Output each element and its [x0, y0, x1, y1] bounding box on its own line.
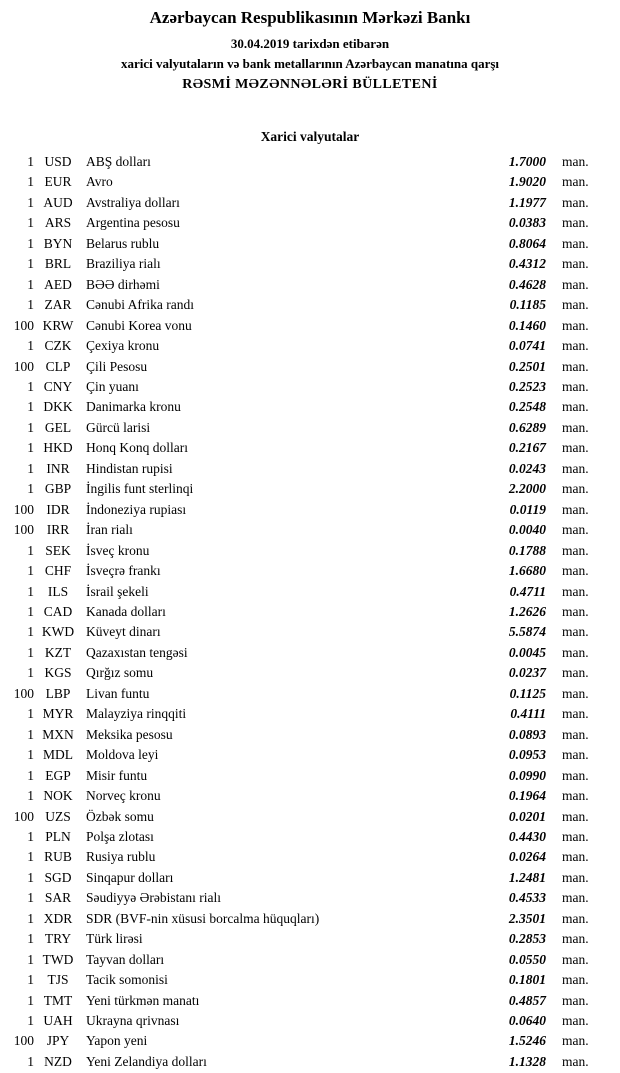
rate-row: [0, 336, 620, 356]
code-cell: GBP: [44, 481, 72, 497]
qty-cell: 1: [27, 194, 34, 210]
name-cell: Livan funtu: [86, 685, 150, 701]
qty-cell: 1: [27, 215, 34, 231]
qty-cell: 1: [27, 338, 34, 354]
qty-cell: 1: [27, 951, 34, 967]
qty-cell: 1: [27, 992, 34, 1008]
code-cell: TMT: [43, 992, 73, 1008]
code-cell: KWD: [41, 624, 75, 640]
name-cell: SDR (BVF-nin xüsusi borcalma hüquqları): [86, 910, 320, 926]
rate-row: [0, 847, 620, 867]
rate-cell: 0.2501: [508, 358, 546, 374]
rate-cell: 0.0550: [508, 951, 546, 967]
qty-cell: 1: [27, 440, 34, 456]
unit-cell: man.: [562, 624, 589, 640]
name-cell: Çexiya kronu: [86, 338, 160, 354]
rate-row: [0, 520, 620, 540]
unit-cell: man.: [562, 215, 589, 231]
code-cell: EUR: [44, 174, 72, 190]
rate-row: [0, 684, 620, 704]
name-cell: Küveyt dinarı: [86, 624, 161, 640]
section-title: Xarici valyutalar: [260, 129, 360, 144]
code-cell: TRY: [44, 931, 72, 947]
rate-row: [0, 479, 620, 499]
qty-cell: 1: [27, 665, 34, 681]
rate-row: [0, 991, 620, 1011]
rate-row: [0, 582, 620, 602]
rate-cell: 0.1460: [508, 317, 546, 333]
unit-cell: man.: [562, 931, 589, 947]
rate-cell: 0.1801: [508, 972, 546, 988]
rate-row: [0, 1031, 620, 1051]
name-cell: Misir funtu: [86, 767, 148, 783]
rate-row: [0, 459, 620, 479]
rate-row: [0, 827, 620, 847]
rate-row: [0, 295, 620, 315]
rate-row: [0, 725, 620, 745]
rate-cell: 1.2481: [508, 869, 546, 885]
qty-cell: 1: [27, 174, 34, 190]
rate-row: [0, 950, 620, 970]
rate-cell: 0.4430: [508, 828, 546, 844]
code-cell: ZAR: [44, 297, 72, 313]
rate-cell: 0.1964: [508, 788, 546, 804]
rate-cell: 0.2548: [508, 399, 546, 415]
qty-cell: 1: [27, 1013, 34, 1029]
code-cell: CNY: [43, 378, 73, 394]
rate-row: [0, 316, 620, 336]
rate-row: [0, 704, 620, 724]
name-cell: Belarus rublu: [86, 235, 160, 251]
unit-cell: man.: [562, 1013, 589, 1029]
rate-cell: 1.7000: [508, 154, 546, 169]
rate-row: [0, 254, 620, 274]
rate-cell: 0.0990: [508, 767, 546, 783]
name-cell: BƏƏ dirhəmi: [86, 276, 160, 292]
rate-cell: 0.4711: [509, 583, 546, 599]
code-cell: SGD: [44, 869, 72, 885]
rate-cell: 0.0201: [508, 808, 546, 824]
name-cell: Argentina pesosu: [86, 215, 180, 231]
rate-cell: 0.0119: [509, 501, 546, 517]
code-cell: CAD: [43, 603, 73, 619]
code-cell: BYN: [43, 235, 73, 251]
rate-cell: 0.0243: [508, 460, 546, 476]
code-cell: AUD: [43, 194, 73, 210]
qty-cell: 100: [13, 501, 34, 517]
qty-cell: 1: [27, 1053, 34, 1069]
code-cell: NOK: [43, 788, 73, 804]
unit-cell: man.: [562, 1053, 589, 1069]
rate-cell: 0.0893: [508, 726, 546, 742]
rate-cell: 0.0040: [508, 522, 546, 538]
code-cell: MDL: [43, 747, 73, 763]
name-cell: Kanada dolları: [86, 603, 166, 619]
qty-cell: 1: [27, 583, 34, 599]
unit-cell: man.: [562, 542, 589, 558]
rate-cell: 1.2626: [508, 603, 546, 619]
unit-cell: man.: [562, 419, 589, 435]
name-cell: İran rialı: [86, 522, 133, 538]
qty-cell: 1: [27, 706, 34, 722]
code-cell: RUB: [44, 849, 72, 865]
rate-row: [0, 909, 620, 929]
code-cell: LBP: [45, 685, 71, 701]
rate-row: [0, 970, 620, 990]
qty-cell: 1: [27, 399, 34, 415]
qty-cell: 1: [27, 910, 34, 926]
rate-row: [0, 888, 620, 908]
code-cell: JPY: [46, 1033, 70, 1049]
rate-row: [0, 868, 620, 888]
code-cell: PLN: [45, 828, 71, 844]
unit-cell: man.: [562, 501, 589, 517]
code-cell: TJS: [47, 972, 69, 988]
rate-cell: 0.4312: [508, 256, 546, 272]
rate-row: [0, 213, 620, 233]
code-cell: IDR: [46, 501, 70, 517]
rate-row: [0, 622, 620, 642]
rate-row: [0, 234, 620, 254]
rate-row: [0, 786, 620, 806]
rate-cell: 0.4111: [510, 706, 546, 722]
name-cell: Moldova leyi: [86, 747, 159, 763]
qty-cell: 1: [27, 869, 34, 885]
code-cell: ILS: [47, 583, 69, 599]
name-cell: Polşa zlotası: [86, 828, 154, 844]
rate-row: [0, 438, 620, 458]
name-cell: Cənubi Afrika randı: [86, 297, 194, 313]
code-cell: KZT: [44, 644, 72, 660]
code-cell: NZD: [44, 1053, 72, 1069]
rate-cell: 0.8064: [508, 235, 546, 251]
unit-cell: man.: [562, 972, 589, 988]
code-cell: DKK: [43, 399, 73, 415]
name-cell: Norveç kronu: [86, 788, 161, 804]
code-cell: KRW: [42, 317, 74, 333]
rate-cell: 0.1185: [509, 297, 546, 313]
unit-cell: man.: [562, 665, 589, 681]
unit-cell: man.: [562, 460, 589, 476]
name-cell: Avro: [86, 174, 113, 190]
code-cell: UAH: [43, 1013, 73, 1029]
qty-cell: 100: [13, 358, 34, 374]
name-cell: Tacik somonisi: [86, 972, 168, 988]
rate-cell: 2.2000: [508, 481, 546, 497]
rate-row: [0, 929, 620, 949]
qty-cell: 1: [27, 624, 34, 640]
qty-cell: 1: [27, 297, 34, 313]
rate-cell: 1.9020: [508, 174, 546, 190]
qty-cell: 1: [27, 931, 34, 947]
code-cell: UZS: [45, 808, 71, 824]
unit-cell: man.: [562, 644, 589, 660]
unit-cell: man.: [562, 194, 589, 210]
unit-cell: man.: [562, 256, 589, 272]
rate-cell: 0.0045: [508, 644, 546, 660]
rate-row: [0, 643, 620, 663]
qty-cell: 1: [27, 644, 34, 660]
rate-row: [0, 193, 620, 213]
code-cell: KGS: [44, 665, 72, 681]
unit-cell: man.: [562, 338, 589, 354]
code-cell: SAR: [44, 890, 72, 906]
qty-cell: 1: [27, 828, 34, 844]
rate-row: [0, 807, 620, 827]
code-cell: GEL: [44, 419, 72, 435]
qty-cell: 100: [13, 808, 34, 824]
qty-cell: 1: [27, 378, 34, 394]
rate-row: [0, 172, 620, 192]
unit-cell: man.: [562, 849, 589, 865]
name-cell: Honq Konq dolları: [86, 440, 188, 456]
name-cell: Yeni Zelandiya dolları: [86, 1053, 207, 1069]
qty-cell: 1: [27, 767, 34, 783]
rate-cell: 0.2853: [508, 931, 546, 947]
qty-cell: 1: [27, 788, 34, 804]
unit-cell: man.: [562, 276, 589, 292]
rate-row: [0, 357, 620, 377]
unit-cell: man.: [562, 440, 589, 456]
rates-table: [0, 152, 620, 1072]
unit-cell: man.: [562, 235, 589, 251]
qty-cell: 100: [13, 1033, 34, 1049]
qty-cell: 1: [27, 154, 34, 169]
qty-cell: 1: [27, 747, 34, 763]
code-cell: XDR: [43, 910, 73, 926]
qty-cell: 1: [27, 890, 34, 906]
unit-cell: man.: [562, 358, 589, 374]
qty-cell: 1: [27, 542, 34, 558]
name-cell: Ukrayna qrivnası: [86, 1013, 180, 1029]
rate-row: [0, 663, 620, 683]
code-cell: INR: [46, 460, 70, 476]
code-cell: EGP: [45, 767, 71, 783]
rate-row: [0, 397, 620, 417]
name-cell: İsveçrə frankı: [86, 563, 161, 579]
qty-cell: 100: [13, 522, 34, 538]
unit-cell: man.: [562, 767, 589, 783]
rate-cell: 0.1788: [508, 542, 546, 558]
name-cell: Meksika pesosu: [86, 726, 173, 742]
unit-cell: man.: [562, 706, 589, 722]
rate-cell: 1.1977: [508, 194, 546, 210]
qty-cell: 1: [27, 235, 34, 251]
qty-cell: 1: [27, 460, 34, 476]
rate-cell: 0.0383: [508, 215, 546, 231]
name-cell: Yapon yeni: [86, 1033, 148, 1049]
rate-cell: 0.4857: [508, 992, 546, 1008]
name-cell: Türk lirəsi: [86, 931, 143, 947]
unit-cell: man.: [562, 154, 589, 169]
name-cell: Gürcü larisi: [86, 419, 151, 435]
code-cell: BRL: [44, 256, 72, 272]
rate-cell: 0.2523: [508, 378, 546, 394]
code-cell: AED: [44, 276, 72, 292]
unit-cell: man.: [562, 869, 589, 885]
bulletin-title: RƏSMİ MƏZƏNNƏLƏRİ BÜLLETENİ: [182, 77, 438, 92]
rate-cell: 1.5246: [508, 1033, 546, 1049]
rate-cell: 0.0953: [508, 747, 546, 763]
name-cell: Qırğız somu: [86, 665, 154, 681]
code-cell: TWD: [42, 951, 74, 967]
rate-row: [0, 1052, 620, 1072]
code-cell: USD: [44, 154, 72, 169]
unit-cell: man.: [562, 603, 589, 619]
name-cell: Braziliya rialı: [86, 256, 161, 272]
rate-cell: 5.5874: [508, 624, 546, 640]
code-cell: IRR: [46, 522, 70, 538]
unit-cell: man.: [562, 951, 589, 967]
unit-cell: man.: [562, 481, 589, 497]
effective-date-line: 30.04.2019 tarixdən etibarən: [230, 36, 390, 51]
rate-row: [0, 561, 620, 581]
name-cell: Özbək somu: [86, 808, 154, 824]
unit-cell: man.: [562, 522, 589, 538]
qty-cell: 1: [27, 726, 34, 742]
qty-cell: 1: [27, 849, 34, 865]
unit-cell: man.: [562, 563, 589, 579]
rate-cell: 0.0264: [508, 849, 546, 865]
rate-row: [0, 766, 620, 786]
rate-row: [0, 745, 620, 765]
bank-title: Azərbaycan Respublikasının Mərkəzi Bankı: [149, 8, 471, 27]
code-cell: CLP: [45, 358, 71, 374]
unit-cell: man.: [562, 910, 589, 926]
code-cell: CZK: [44, 338, 72, 354]
code-cell: MYR: [42, 706, 74, 722]
unit-cell: man.: [562, 992, 589, 1008]
name-cell: Avstraliya dolları: [86, 194, 180, 210]
name-cell: Malayziya rinqqiti: [86, 706, 187, 722]
rate-cell: 2.3501: [508, 910, 546, 926]
rate-cell: 0.4533: [508, 890, 546, 906]
qty-cell: 1: [27, 603, 34, 619]
unit-cell: man.: [562, 583, 589, 599]
unit-cell: man.: [562, 399, 589, 415]
code-cell: HKD: [43, 440, 73, 456]
unit-cell: man.: [562, 747, 589, 763]
name-cell: Yeni türkmən manatı: [86, 992, 200, 1008]
qty-cell: 1: [27, 481, 34, 497]
unit-cell: man.: [562, 378, 589, 394]
name-cell: Tayvan dolları: [86, 951, 165, 967]
qty-cell: 1: [27, 276, 34, 292]
name-cell: ABŞ dolları: [86, 154, 151, 169]
unit-cell: man.: [562, 890, 589, 906]
rate-row: [0, 1011, 620, 1031]
name-cell: Çin yuanı: [86, 378, 139, 394]
rate-cell: 0.0741: [508, 338, 546, 354]
name-cell: İsrail şekeli: [86, 583, 149, 599]
name-cell: Qazaxıstan tengəsi: [86, 644, 188, 660]
rate-cell: 0.0237: [508, 665, 546, 681]
name-cell: İsveç kronu: [86, 542, 150, 558]
qty-cell: 1: [27, 419, 34, 435]
qty-cell: 1: [27, 256, 34, 272]
name-cell: Çili Pesosu: [86, 358, 148, 374]
rate-cell: 0.0640: [508, 1013, 546, 1029]
unit-cell: man.: [562, 297, 589, 313]
name-cell: Danimarka kronu: [86, 399, 181, 415]
unit-cell: man.: [562, 828, 589, 844]
name-cell: Hindistan rupisi: [86, 460, 173, 476]
qty-cell: 1: [27, 563, 34, 579]
unit-cell: man.: [562, 1033, 589, 1049]
qty-cell: 100: [13, 317, 34, 333]
code-cell: CHF: [44, 563, 72, 579]
unit-cell: man.: [562, 174, 589, 190]
rate-cell: 0.1125: [509, 685, 546, 701]
code-cell: SEK: [45, 542, 71, 558]
name-cell: Cənubi Korea vonu: [86, 317, 192, 333]
name-cell: İndoneziya rupiası: [86, 501, 187, 517]
unit-cell: man.: [562, 788, 589, 804]
name-cell: İngilis funt sterlinqi: [86, 481, 194, 497]
rate-row: [0, 500, 620, 520]
name-cell: Səudiyyə Ərəbistanı rialı: [86, 890, 221, 906]
name-cell: Sinqapur dolları: [86, 869, 174, 885]
qty-cell: 100: [13, 685, 34, 701]
name-cell: Rusiya rublu: [86, 849, 156, 865]
rate-row: [0, 275, 620, 295]
qty-cell: 1: [27, 972, 34, 988]
rate-row: [0, 377, 620, 397]
rate-cell: 1.1328: [508, 1053, 546, 1069]
rate-row: [0, 602, 620, 622]
unit-cell: man.: [562, 685, 589, 701]
rate-row: [0, 418, 620, 438]
code-cell: MXN: [42, 726, 74, 742]
code-cell: ARS: [44, 215, 72, 231]
rate-row: [0, 152, 620, 172]
rate-row: [0, 541, 620, 561]
unit-cell: man.: [562, 317, 589, 333]
rate-cell: 0.4628: [508, 276, 546, 292]
unit-cell: man.: [562, 808, 589, 824]
bulletin-header: [0, 0, 620, 93]
unit-cell: man.: [562, 726, 589, 742]
rate-cell: 0.6289: [508, 419, 546, 435]
subtitle-line: xarici valyutaların və bank metallarının Azərbaycan manatına qarşı: [120, 56, 500, 71]
rate-cell: 0.2167: [508, 440, 546, 456]
rate-cell: 1.6680: [508, 563, 546, 579]
